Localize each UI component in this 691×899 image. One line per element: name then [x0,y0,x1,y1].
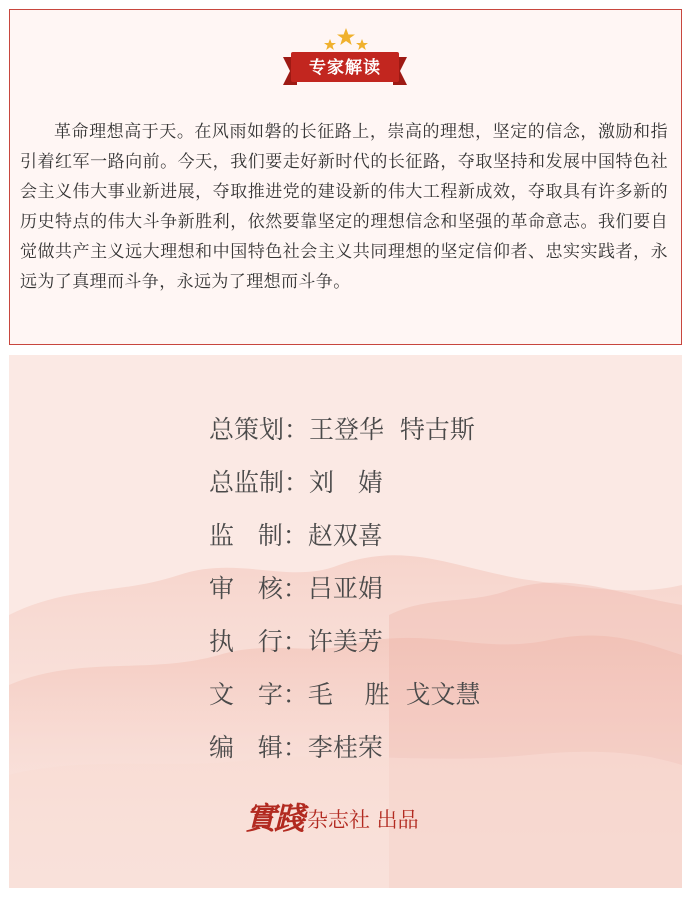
credit-label: 总监制： [209,468,310,497]
credit-label: 文 字： [209,680,308,709]
credit-value: 吕亚娟 [307,574,383,603]
stars-decoration [322,27,370,51]
star-icon [324,39,336,50]
publisher-suffix: 杂志社 出品 [307,808,419,832]
credit-row-editor [209,730,383,766]
credit-row-executor [209,624,383,660]
star-icon [337,28,355,45]
star-icon [356,39,368,50]
credit-value: 许美芳 [307,627,383,656]
credit-value: 李桂荣 [307,733,383,762]
credit-value: 王登华 特古斯 [309,415,475,444]
credit-value: 赵双喜 [307,521,383,550]
credit-row-chief-supervisor [209,465,383,501]
credit-row-planner [209,412,475,448]
credit-label: 审 核： [209,574,308,603]
credit-value: 刘 婧 [309,468,383,497]
expert-heading: 专家解读 [309,58,381,78]
publisher-logo: 實踐 [245,801,303,837]
credit-row-writer [209,677,481,713]
credit-label: 执 行： [209,627,308,656]
expert-paragraph: 革命理想高于天。在风雨如磐的长征路上，崇高的理想，坚定的信念，激励和指引着红军一路向前。今天，我们要走好新时代的长征路，夺取坚持和发展中国特色社会主义伟大事业新进展，夺取推进党的建设新的伟大工程新成效，夺取具有许多新的历史特点的伟大斗争新胜利，依然要靠坚定的理想信念和坚强的革命意志。我们要自觉做共产主义远大理想和中国特色社会主义共同理想的坚定信仰者、忠实实践者，永远为了真理而斗争，永远为了理想而斗争。 [20,122,668,292]
credit-value: 毛 胜 戈文慧 [307,680,481,709]
credit-row-reviewer [209,571,383,607]
credit-row-supervisor [209,518,383,554]
credit-label: 监 制： [209,521,308,550]
credit-label: 总策划： [209,415,310,444]
credit-label: 编 辑： [209,733,308,762]
